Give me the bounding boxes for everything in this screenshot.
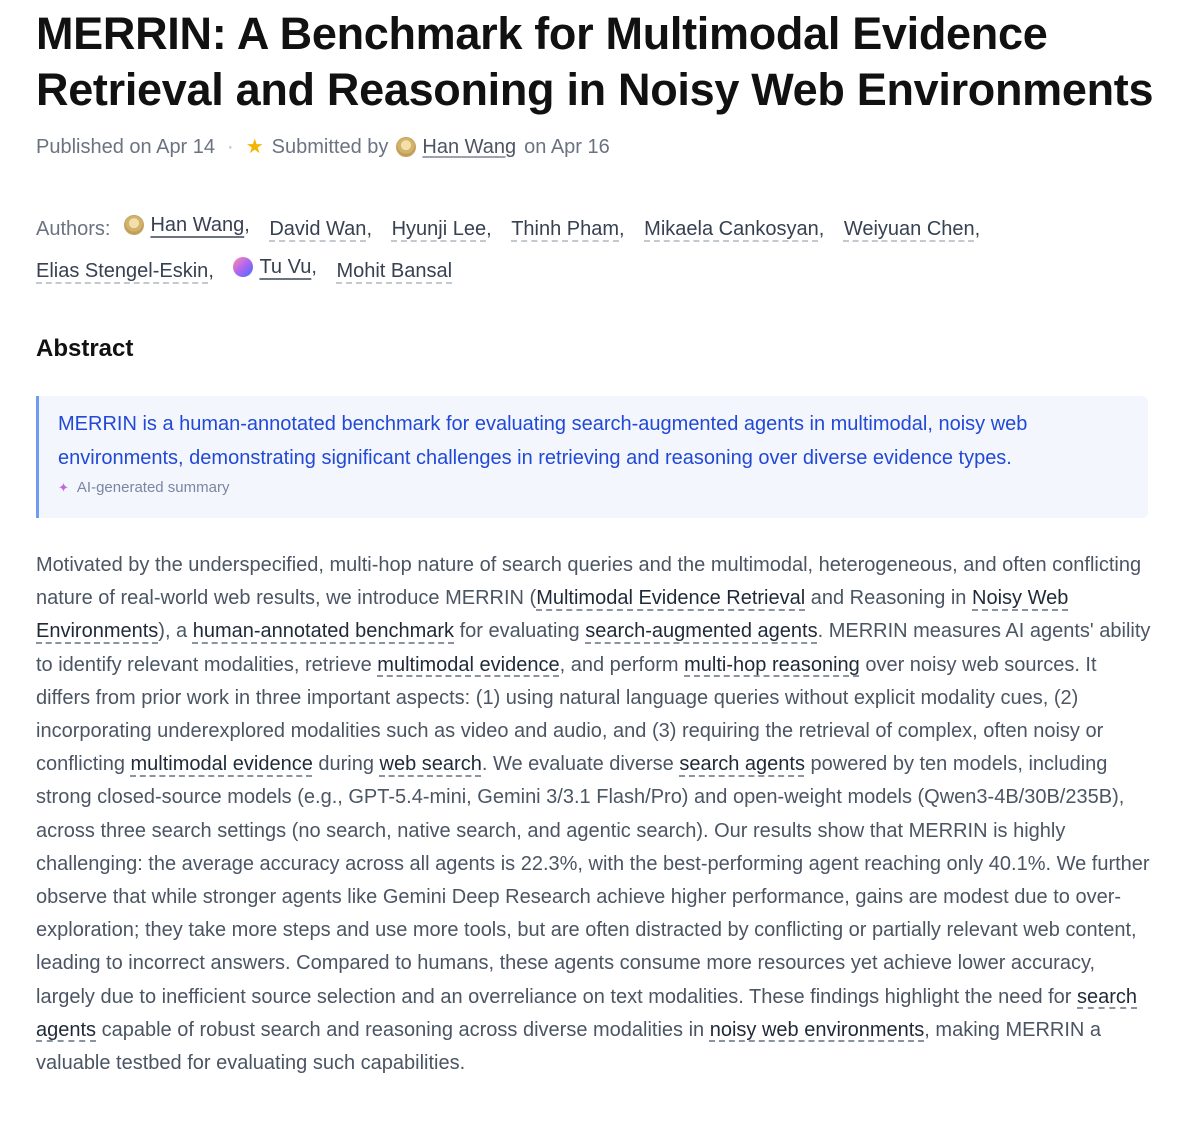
abstract-term-link[interactable]: search agents <box>679 753 805 776</box>
author-name-link[interactable]: David Wan <box>269 218 367 240</box>
author-separator: , <box>974 218 981 240</box>
abstract-heading: Abstract <box>36 335 134 362</box>
author-name-link[interactable]: Mohit Bansal <box>336 260 453 282</box>
paper-meta <box>36 132 610 162</box>
author-name-link[interactable]: Weiyuan Chen <box>843 218 975 240</box>
abstract-text: and Reasoning in <box>805 587 972 610</box>
abstract-body <box>36 549 1156 1080</box>
abstract-term-link[interactable]: search agents <box>36 985 1138 1041</box>
abstract-text: , and perform <box>559 653 685 676</box>
author-separator: , <box>311 256 317 278</box>
author-name-link[interactable]: Tu Vu <box>259 256 312 278</box>
abstract-text: Motivated by the underspecified, multi-hop nature of search queries and the multimodal, heterogeneous, and often conflicting nature of real-world web results, we introduce MERRIN ( <box>36 554 1142 610</box>
author-item <box>844 210 990 248</box>
submitted-date: on Apr 16 <box>524 136 610 158</box>
author-name-link[interactable]: Han Wang <box>150 214 245 236</box>
author-item <box>269 210 382 248</box>
abstract-term-link[interactable]: noisy web environments <box>709 1018 925 1041</box>
submitter-avatar[interactable] <box>396 137 416 157</box>
ai-summary-footer <box>58 479 1128 496</box>
abstract-term-link[interactable]: search-augmented agents <box>585 620 818 643</box>
abstract-term-link[interactable]: multimodal evidence <box>130 753 313 776</box>
author-separator: , <box>208 260 214 282</box>
abstract-text: , making MERRIN a valuable testbed for evaluating such capabilities. <box>36 1018 1102 1075</box>
abstract-text: ), a <box>158 620 193 643</box>
abstract-text: capable of robust search and reasoning across diverse modalities in <box>96 1018 710 1041</box>
ai-summary-text: MERRIN is a human-annotated benchmark for evaluating search-augmented agents in multimodal, noisy web environments, demonstrating significant challenges in retrieving and reasoning over diverse evidence types. <box>58 413 1028 469</box>
authors-list <box>36 206 1166 290</box>
author-avatar[interactable] <box>233 257 253 277</box>
author-separator: , <box>244 214 250 236</box>
author-item <box>233 248 326 286</box>
submitter-link[interactable]: Han Wang <box>422 136 517 158</box>
paper-title: MERRIN: A Benchmark for Multimodal Evidence Retrieval and Reasoning in Noisy Web Environments <box>36 8 1154 115</box>
star-icon: ★ <box>245 136 264 158</box>
submitted-by-label: Submitted by <box>271 136 389 158</box>
abstract-term-link[interactable]: Noisy Web Environments <box>36 587 1069 643</box>
author-name-link[interactable]: Hyunji Lee <box>391 218 487 240</box>
meta-separator: · <box>227 136 234 158</box>
author-item <box>36 252 224 290</box>
author-name-link[interactable]: Elias Stengel-Eskin <box>36 260 209 282</box>
abstract-term-link[interactable]: web search <box>379 753 482 776</box>
abstract-term-link[interactable]: Multimodal Evidence Retrieval <box>536 587 806 610</box>
author-separator: , <box>619 218 625 240</box>
abstract-text: during <box>312 753 380 776</box>
author-separator: , <box>486 218 492 240</box>
author-separator: , <box>366 218 372 240</box>
abstract-text: . MERRIN measures AI agents' ability to identify relevant modalities, retrieve <box>36 620 1151 676</box>
author-item <box>336 252 452 290</box>
authors-label: Authors: <box>36 218 111 240</box>
abstract-text: powered by ten models, including strong closed-source models (e.g., GPT-5.4-mini, Gemini 3/3.1 Flash/Pro) and open-weight models (Qwen3-4B/30B/235B), across three search settings (no search, native search, and agentic search). Our results show that MERRIN is highly challenging: the average accuracy across all agents is 22.3%, with the best-performing agent reaching only 40.1%. We further observe that while stronger agents like Gemini Deep Research achieve higher performance, gains are modest due to over-exploration; they take more steps and use more tools, but are often distracted by conflicting or partially relevant web content, leading to incorrect answers. Compared to humans, these agents consume more resources yet achieve lower accuracy, largely due to inefficient source selection and an overreliance on text modalities. These findings highlight the need for <box>36 753 1150 1008</box>
abstract-text: over noisy web sources. It differs from prior work in three important aspects: (1) using natural language queries without explicit modality cues, (2) incorporating underexplored modalities such as video and audio, and (3) requiring the retrieval of complex, often noisy or conflicting <box>36 653 1104 776</box>
abstract-term-link[interactable]: multimodal evidence <box>377 653 560 676</box>
ai-summary-box <box>36 396 1148 518</box>
author-name-link[interactable]: Thinh Pham <box>511 218 620 240</box>
author-item <box>644 210 834 248</box>
abstract-text: for evaluating <box>454 620 586 643</box>
author-item <box>392 210 502 248</box>
author-name-link[interactable]: Mikaela Cankosyan <box>644 218 819 240</box>
abstract-term-link[interactable]: multi-hop reasoning <box>684 653 860 676</box>
author-avatar[interactable] <box>124 215 144 235</box>
author-separator: , <box>818 218 825 240</box>
sparkle-icon: ✦ <box>58 479 69 495</box>
abstract-text: . We evaluate diverse <box>481 753 680 776</box>
author-item <box>124 206 259 244</box>
ai-summary-label: AI-generated summary <box>76 479 230 496</box>
author-item <box>511 210 634 248</box>
published-date: Published on Apr 14 <box>36 136 216 158</box>
abstract-term-link[interactable]: human-annotated benchmark <box>192 620 455 643</box>
